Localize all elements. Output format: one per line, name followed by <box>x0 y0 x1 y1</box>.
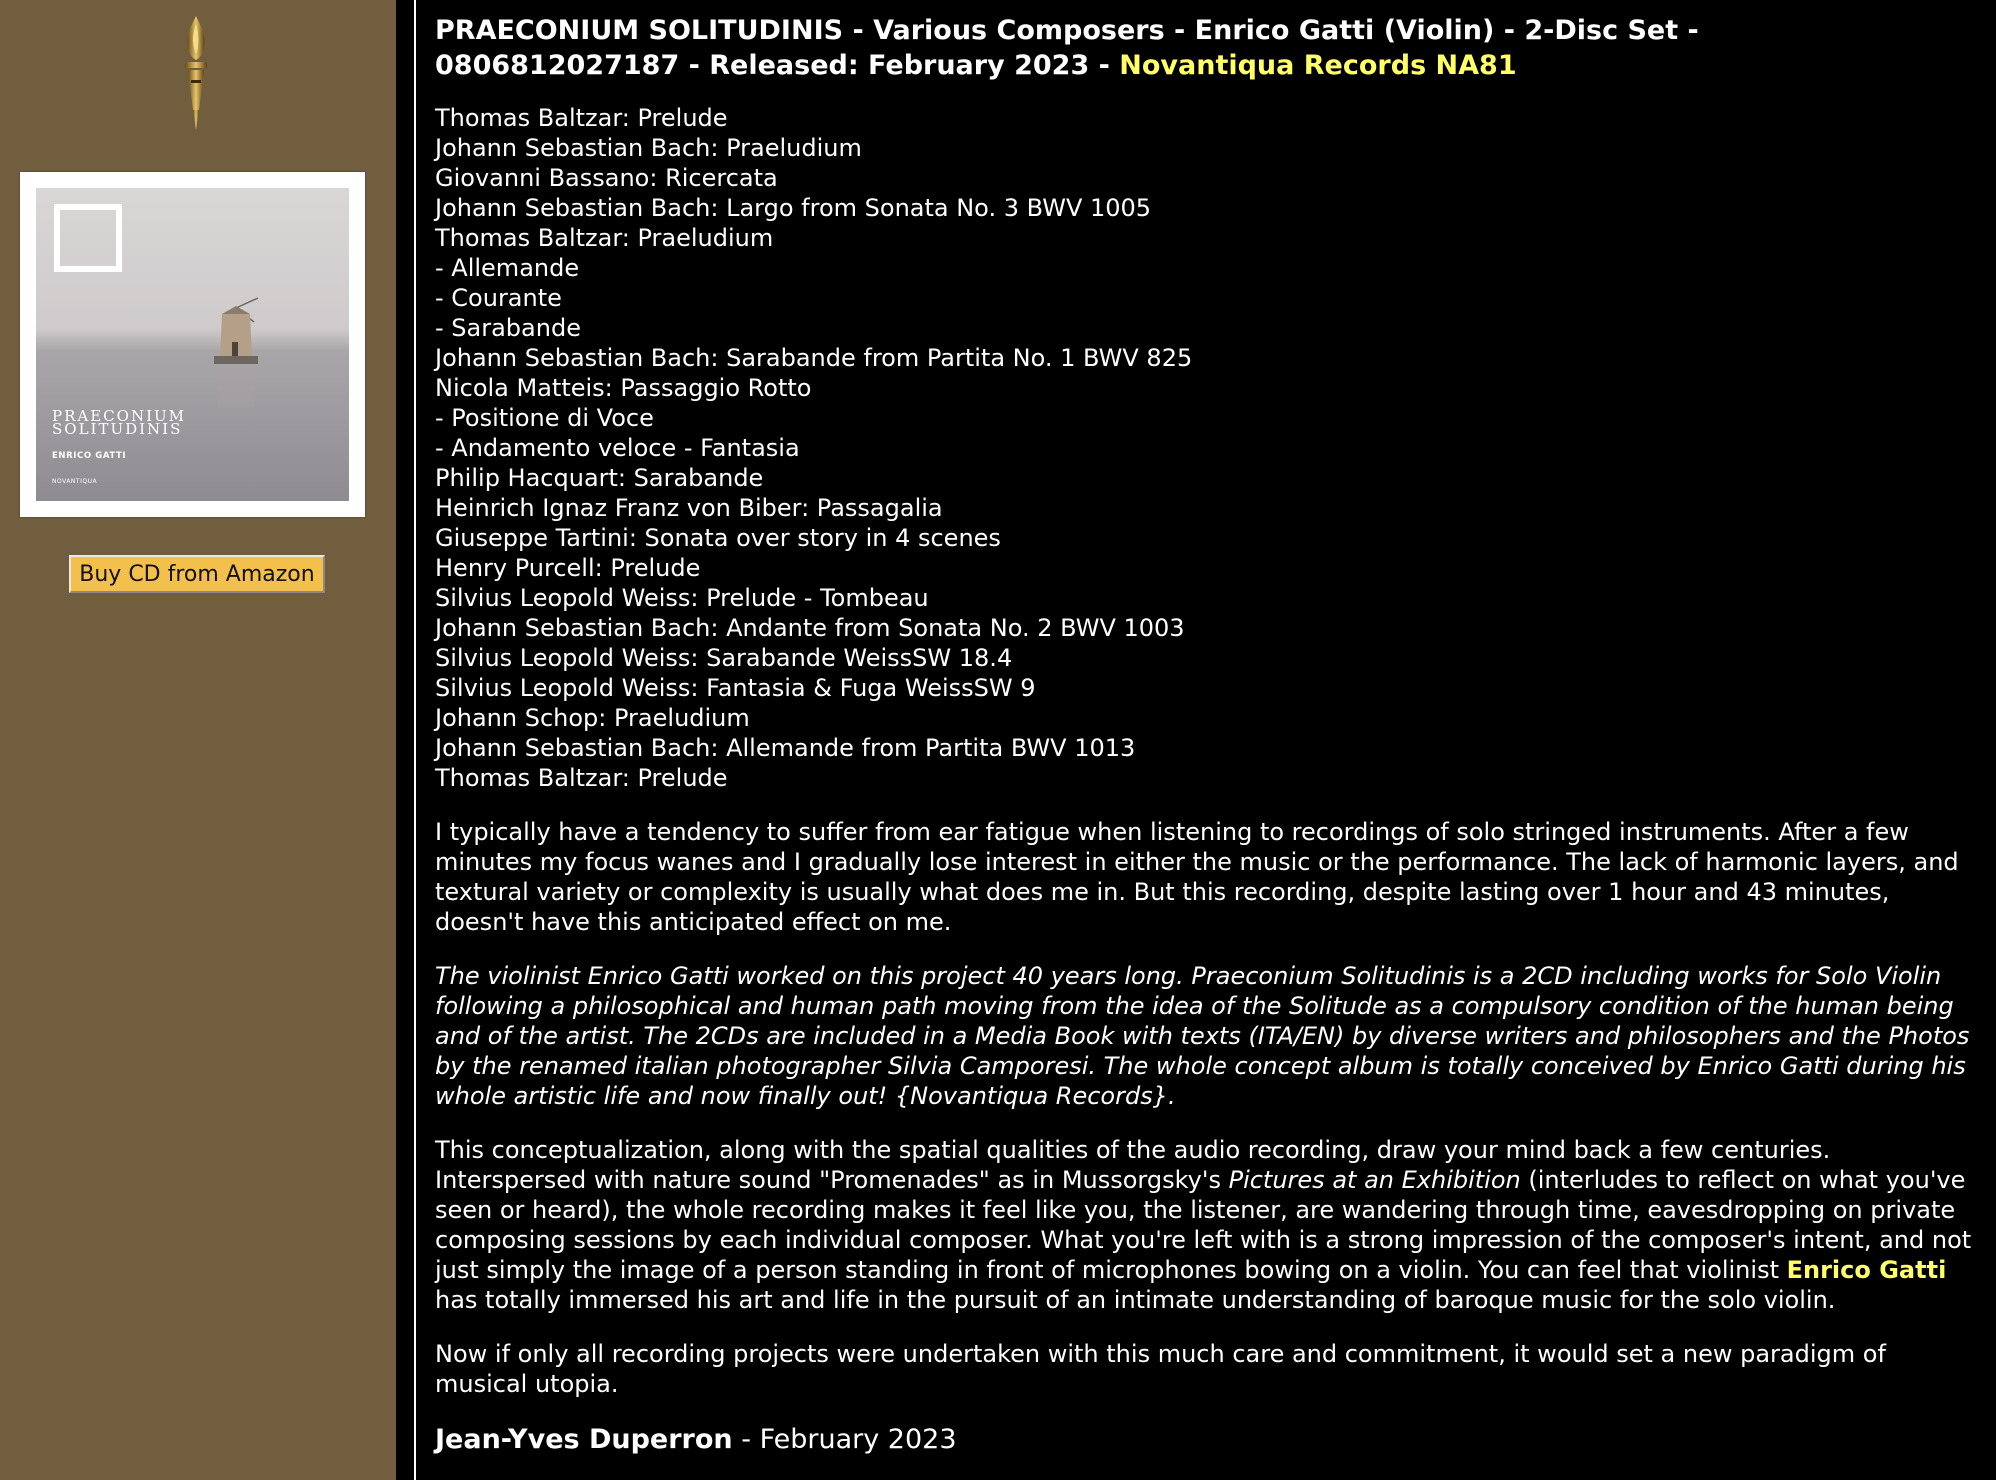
album-title-line2: SOLITUDINIS <box>52 420 183 438</box>
album-cover-square <box>54 204 122 272</box>
album-cover-frame <box>20 172 365 517</box>
review-paragraph-3 <box>435 1135 1980 1315</box>
album-title-line1: PRAECONIUM <box>52 407 186 425</box>
track-item: Heinrich Ignaz Franz von Biber: Passagalia <box>435 494 943 522</box>
vertical-divider <box>400 0 416 1480</box>
track-item: Johann Sebastian Bach: Andante from Sonata No. 2 BWV 1003 <box>435 614 1185 642</box>
track-item: Johann Sebastian Bach: Praeludium <box>435 134 862 162</box>
review-signature <box>435 1423 1980 1457</box>
track-item: - Andamento veloce - Fantasia <box>435 434 800 462</box>
label-quote-paragraph: The violinist Enrico Gatti worked on this project 40 years long. Praeconium Solitudinis is a 2CD including works for Solo Violin following a philosophical and human path moving from the idea of the Solitude as a compulsory condition of the human being and of the artist. The 2CDs are included in a Media Book with texts (ITA/EN) by diverse writers and philosophers and the Photos by the renamed italian photographer Silvia Camporesi. The whole concept album is totally conceived by Enrico Gatti during his whole artistic life and now finally out! {Novantiqua Records}. <box>435 962 1970 1110</box>
track-item: - Sarabande <box>435 314 581 342</box>
track-item: - Courante <box>435 284 562 312</box>
artist-link[interactable]: Enrico Gatti <box>1786 1256 1947 1284</box>
track-item: Giuseppe Tartini: Sonata over story in 4 scenes <box>435 524 1001 552</box>
track-item: Giovanni Bassano: Ricercata <box>435 164 778 192</box>
buy-cd-amazon-button[interactable]: Buy CD from Amazon <box>69 555 325 593</box>
track-list <box>435 103 1980 793</box>
title-line1: PRAECONIUM SOLITUDINIS - Various Composers - Enrico Gatti (Violin) - 2-Disc Set - <box>435 15 1699 46</box>
album-cover-artist: ENRICO GATTI <box>52 451 127 461</box>
review-content <box>435 13 1980 1457</box>
track-item: Thomas Baltzar: Prelude <box>435 764 728 792</box>
sidebar <box>0 0 396 1480</box>
album-cover <box>36 188 349 501</box>
album-cover-title <box>52 407 186 438</box>
page-title <box>435 13 1980 83</box>
p3-text-1: This conceptualization, along with the spatial qualities of the audio recording, draw your mind back a few centuries. Interspersed with nature sound "Promenades" as in Mussorgsky's <box>435 1136 1831 1194</box>
track-item: Johann Sebastian Bach: Largo from Sonata No. 3 BWV 1005 <box>435 194 1152 222</box>
track-item: Silvius Leopold Weiss: Sarabande WeissSW 18.4 <box>435 644 1013 672</box>
track-item: Henry Purcell: Prelude <box>435 554 701 582</box>
p3-italic-title: Pictures at an Exhibition <box>1228 1166 1521 1194</box>
review-paragraph-1: I typically have a tendency to suffer from ear fatigue when listening to recordings of solo stringed instruments. After a few minutes my focus wanes and I gradually lose interest in either the music or the performance. The lack of harmonic layers, and textural variety or complexity is usually what does me in. But this recording, despite lasting over 1 hour and 43 minutes, doesn't have this anticipated effect on me. <box>435 818 1959 936</box>
torch-icon <box>176 14 216 132</box>
track-item: - Allemande <box>435 254 580 282</box>
track-item: Thomas Baltzar: Praeludium <box>435 224 774 252</box>
track-item: Philip Hacquart: Sarabande <box>435 464 764 492</box>
author-name: Jean-Yves Duperron <box>435 1424 733 1455</box>
track-item: Johann Sebastian Bach: Allemande from Partita BWV 1013 <box>435 734 1136 762</box>
album-cover-label: NOVANTIQUA <box>52 478 98 485</box>
track-item: Silvius Leopold Weiss: Prelude - Tombeau <box>435 584 929 612</box>
p3-text-3: has totally immersed his art and life in the pursuit of an intimate understanding of baroque music for the solo violin. <box>435 1286 1836 1314</box>
p3-text-2: (interludes to reflect on what you've seen or heard), the whole recording makes it feel like you, the listener, are wandering through time, eavesdropping on private composing sessions by each individual composer. What you're left with is a strong impression of the composer's intent, and not just simply the image of a person standing in front of microphones bowing on a violin. You can feel that violinist <box>435 1166 1972 1284</box>
track-item: Thomas Baltzar: Prelude <box>435 104 728 132</box>
title-line2: 0806812027187 - Released: February 2023 - <box>435 50 1120 81</box>
track-item: Johann Sebastian Bach: Sarabande from Partita No. 1 BWV 825 <box>435 344 1193 372</box>
track-item: Nicola Matteis: Passaggio Rotto <box>435 374 812 402</box>
track-item: Silvius Leopold Weiss: Fantasia & Fuga WeissSW 9 <box>435 674 1036 702</box>
track-item: Johann Schop: Praeludium <box>435 704 750 732</box>
windmill-image <box>196 288 276 418</box>
track-item: - Positione di Voce <box>435 404 654 432</box>
review-paragraph-4: Now if only all recording projects were undertaken with this much care and commitment, it would set a new paradigm of musical utopia. <box>435 1340 1886 1398</box>
record-label-link[interactable]: Novantiqua Records NA81 <box>1119 50 1517 81</box>
review-date: - February 2023 <box>732 1424 957 1455</box>
